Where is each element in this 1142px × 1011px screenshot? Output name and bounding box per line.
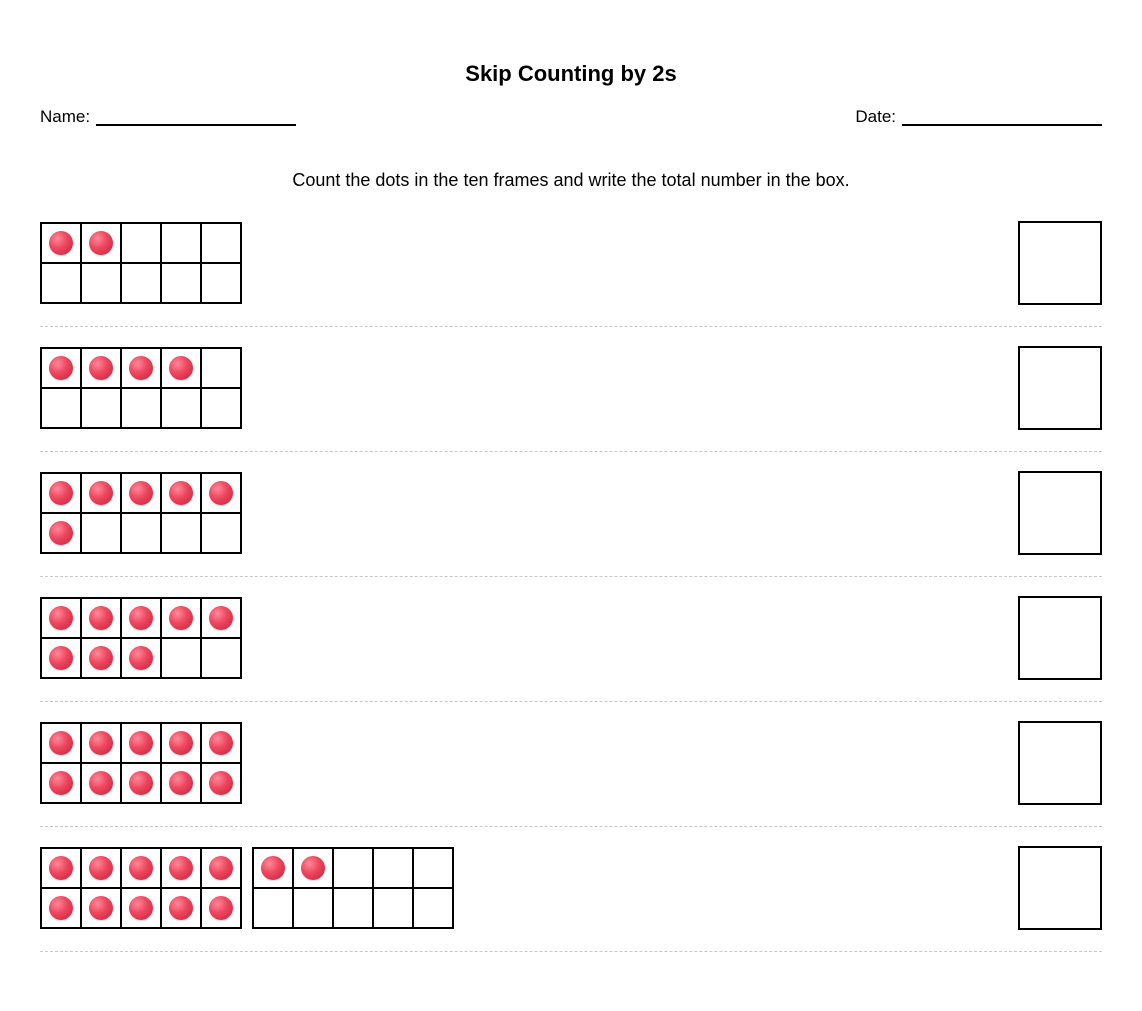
ten-frame <box>40 597 242 679</box>
instructions-text: Count the dots in the ten frames and write the total number in the box. <box>292 170 850 190</box>
answer-box[interactable] <box>1018 471 1102 555</box>
ten-frame-cell <box>162 639 202 679</box>
counter-dot <box>89 481 113 505</box>
counter-dot <box>49 606 73 630</box>
date-label: Date: <box>855 107 896 126</box>
counter-dot <box>129 646 153 670</box>
ten-frame-cell <box>162 599 202 639</box>
ten-frame-cell <box>202 389 242 429</box>
counter-dot <box>89 731 113 755</box>
counter-dot <box>89 606 113 630</box>
ten-frame <box>40 722 242 804</box>
counter-dot <box>89 356 113 380</box>
ten-frame-cell <box>202 889 242 929</box>
counter-dot <box>209 771 233 795</box>
ten-frame-cell <box>202 599 242 639</box>
ten-frame-cell <box>122 224 162 264</box>
ten-frame-cell <box>254 849 294 889</box>
ten-frame-cell <box>122 264 162 304</box>
counter-dot <box>49 231 73 255</box>
problem-list <box>40 222 1102 972</box>
ten-frame-cell <box>122 389 162 429</box>
counter-dot <box>129 731 153 755</box>
ten-frame-cell <box>42 724 82 764</box>
ten-frame-cell <box>82 764 122 804</box>
ten-frame-cell <box>82 889 122 929</box>
name-label: Name: <box>40 107 91 126</box>
ten-frame-cell <box>82 389 122 429</box>
ten-frame-cell <box>334 889 374 929</box>
counter-dot <box>89 856 113 880</box>
ten-frame-group <box>40 472 242 554</box>
ten-frame-group <box>40 847 454 929</box>
counter-dot <box>301 856 325 880</box>
ten-frame-cell <box>82 224 122 264</box>
worksheet-title: Skip Counting by 2s <box>465 61 677 86</box>
counter-dot <box>49 646 73 670</box>
ten-frame-cell <box>42 224 82 264</box>
ten-frame-cell <box>82 514 122 554</box>
ten-frame-cell <box>202 224 242 264</box>
date-field <box>855 106 1102 128</box>
ten-frame-cell <box>82 349 122 389</box>
ten-frame-cell <box>42 264 82 304</box>
answer-box[interactable] <box>1018 596 1102 680</box>
ten-frame-cell <box>82 264 122 304</box>
counter-dot <box>129 856 153 880</box>
problem-row <box>40 722 1102 827</box>
ten-frame-cell <box>122 599 162 639</box>
ten-frame-cell <box>294 849 334 889</box>
ten-frame-cell <box>202 474 242 514</box>
counter-dot <box>169 731 193 755</box>
ten-frame-cell <box>202 849 242 889</box>
ten-frame-cell <box>374 889 414 929</box>
ten-frame-cell <box>162 849 202 889</box>
ten-frame <box>40 222 242 304</box>
ten-frame-cell <box>42 474 82 514</box>
counter-dot <box>169 896 193 920</box>
ten-frame-cell <box>42 764 82 804</box>
problem-row <box>40 847 1102 952</box>
ten-frame-cell <box>82 599 122 639</box>
ten-frame-cell <box>42 849 82 889</box>
counter-dot <box>261 856 285 880</box>
ten-frame-cell <box>162 474 202 514</box>
counter-dot <box>209 606 233 630</box>
ten-frame-cell <box>122 764 162 804</box>
ten-frame-cell <box>122 514 162 554</box>
counter-dot <box>49 771 73 795</box>
problem-row <box>40 472 1102 577</box>
ten-frame-cell <box>202 264 242 304</box>
ten-frame-cell <box>122 724 162 764</box>
ten-frame-cell <box>42 599 82 639</box>
counter-dot <box>169 856 193 880</box>
ten-frame-group <box>40 597 242 679</box>
counter-dot <box>169 356 193 380</box>
ten-frame-cell <box>82 639 122 679</box>
ten-frame-cell <box>122 474 162 514</box>
ten-frame-cell <box>162 264 202 304</box>
counter-dot <box>49 521 73 545</box>
ten-frame-cell <box>334 849 374 889</box>
counter-dot <box>49 856 73 880</box>
counter-dot <box>49 356 73 380</box>
ten-frame-cell <box>122 889 162 929</box>
answer-box[interactable] <box>1018 346 1102 430</box>
ten-frame-cell <box>162 889 202 929</box>
answer-box[interactable] <box>1018 846 1102 930</box>
counter-dot <box>89 896 113 920</box>
ten-frame-cell <box>42 349 82 389</box>
ten-frame <box>40 347 242 429</box>
problem-row <box>40 222 1102 327</box>
ten-frame-cell <box>202 764 242 804</box>
ten-frame-cell <box>162 389 202 429</box>
ten-frame-cell <box>374 849 414 889</box>
counter-dot <box>129 606 153 630</box>
ten-frame-cell <box>82 724 122 764</box>
counter-dot <box>169 771 193 795</box>
counter-dot <box>129 896 153 920</box>
counter-dot <box>89 231 113 255</box>
problem-row <box>40 597 1102 702</box>
counter-dot <box>209 731 233 755</box>
ten-frame-cell <box>122 349 162 389</box>
ten-frame-cell <box>82 849 122 889</box>
name-blank-line[interactable] <box>96 124 296 126</box>
answer-box[interactable] <box>1018 721 1102 805</box>
counter-dot <box>89 771 113 795</box>
ten-frame-cell <box>162 724 202 764</box>
ten-frame <box>40 472 242 554</box>
counter-dot <box>49 481 73 505</box>
counter-dot <box>209 481 233 505</box>
ten-frame-cell <box>162 514 202 554</box>
ten-frame-group <box>40 347 242 429</box>
ten-frame-cell <box>202 514 242 554</box>
counter-dot <box>89 646 113 670</box>
ten-frame-cell <box>122 849 162 889</box>
ten-frame-cell <box>162 224 202 264</box>
counter-dot <box>129 771 153 795</box>
date-blank-line[interactable] <box>902 124 1102 126</box>
counter-dot <box>209 896 233 920</box>
answer-box[interactable] <box>1018 221 1102 305</box>
ten-frame <box>252 847 454 929</box>
ten-frame-cell <box>162 349 202 389</box>
counter-dot <box>169 481 193 505</box>
counter-dot <box>129 356 153 380</box>
counter-dot <box>49 896 73 920</box>
counter-dot <box>209 856 233 880</box>
ten-frame-cell <box>294 889 334 929</box>
ten-frame-cell <box>414 889 454 929</box>
ten-frame-cell <box>202 349 242 389</box>
ten-frame-group <box>40 222 242 304</box>
ten-frame-cell <box>414 849 454 889</box>
ten-frame-cell <box>254 889 294 929</box>
counter-dot <box>49 731 73 755</box>
counter-dot <box>169 606 193 630</box>
problem-row <box>40 347 1102 452</box>
ten-frame-cell <box>202 639 242 679</box>
ten-frame-cell <box>42 389 82 429</box>
ten-frame-cell <box>162 764 202 804</box>
ten-frame <box>40 847 242 929</box>
ten-frame-cell <box>42 514 82 554</box>
ten-frame-cell <box>42 639 82 679</box>
counter-dot <box>129 481 153 505</box>
ten-frame-cell <box>202 724 242 764</box>
ten-frame-group <box>40 722 242 804</box>
ten-frame-cell <box>82 474 122 514</box>
name-field <box>40 106 296 128</box>
ten-frame-cell <box>42 889 82 929</box>
ten-frame-cell <box>122 639 162 679</box>
